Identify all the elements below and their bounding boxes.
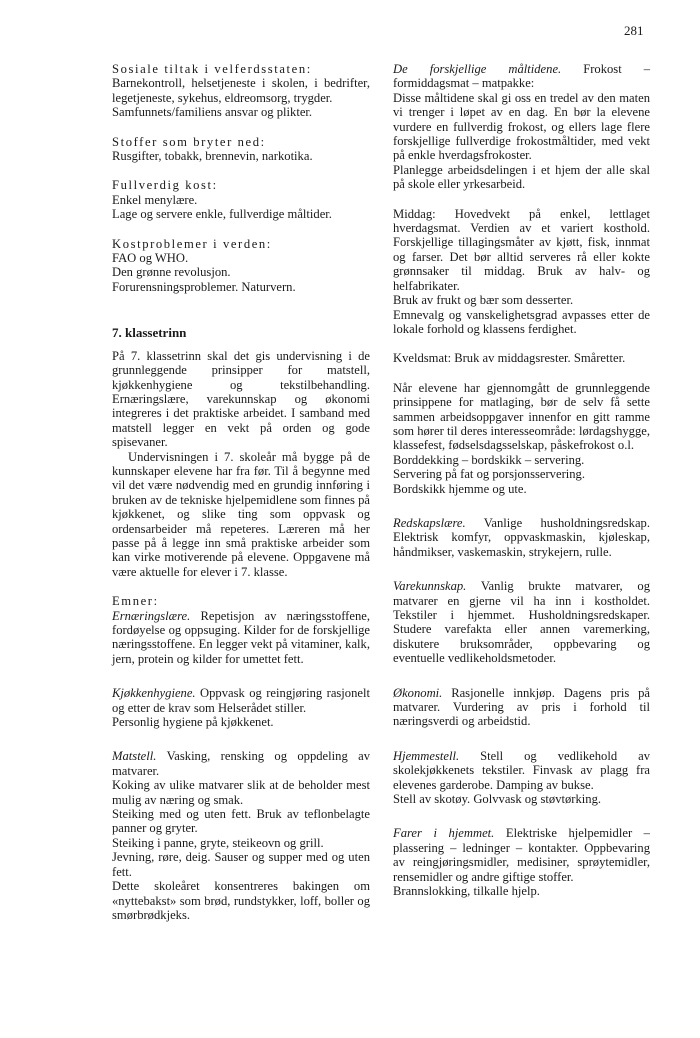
matstell-line: Steiking i panne, gryte, steikeovn og grill. bbox=[112, 835, 324, 850]
redskap-paragraph bbox=[393, 516, 650, 559]
section-farer bbox=[393, 826, 650, 898]
grunn-line: Borddekking – bordskikk – servering. bbox=[393, 452, 585, 467]
grunn-line: Servering på fat og porsjonsservering. bbox=[393, 467, 586, 482]
farer-label: Farer i hjemmet. bbox=[393, 826, 495, 841]
intro-paragraph: På 7. klassetrinn skal det gis undervisning i de grunnleggende prinsipper for matstell, kjøkkenhygiene og tekstilbehandling. Ernæringslære, varekunnskap og økonomi integreres i det praktiske arbeidet. I samband med matstell legger en vekt på orden og gode spisevaner. bbox=[112, 348, 370, 450]
matstell-line: Dette skoleåret konsentreres bakingen om «nyttebakst» som brød, rundstykker, loff, boller og smørbrødkjeks. bbox=[112, 879, 370, 922]
sosiale-line: Samfunnets/familiens ansvar og plikter. bbox=[112, 105, 313, 120]
farer-text: Elektriske hjelpemidler – plassering – ledninger – kontakter. Oppbevaring av reingjøringsmidler, medisiner, sprøytemidler, rensemidler og andre giftige stoffer. bbox=[393, 826, 650, 884]
vare-label: Varekunnskap. bbox=[393, 579, 467, 594]
kost-heading: Fullverdig kost: bbox=[112, 178, 218, 193]
kost-line: Enkel menylære. bbox=[112, 192, 198, 207]
intro-paragraph: Undervisningen i 7. skoleår må bygge på de kunnskaper elevene har fra før. Til å begynne med vil det være nødvendig med en grundig innføring i bruken av de tekniske hjelpemidlene som finnes på kjøkkenet, og slike ting som oppvask og ordensarbeider må repeteres. Læreren må her passe på å legge inn små praktiske arbeider som kan virke motiverende på elevene. Oppgavene må være aktuelle for elever i 7. klasse. bbox=[112, 449, 370, 579]
matstell-line: Steiking med og uten fett. Bruk av teflonbelagte panner og gryter. bbox=[112, 807, 370, 836]
matstell-paragraph bbox=[112, 749, 370, 778]
hjemme-label: Hjemmestell. bbox=[393, 748, 460, 763]
section-stoffer bbox=[112, 135, 370, 164]
right-column bbox=[393, 62, 650, 899]
section-middag bbox=[393, 207, 650, 337]
hjemme-paragraph bbox=[393, 749, 650, 792]
section-kveldsmat bbox=[393, 351, 650, 365]
section-grunnleggende bbox=[393, 381, 650, 496]
hygiene-line: Personlig hygiene på kjøkkenet. bbox=[112, 715, 274, 730]
section-kostproblemer bbox=[112, 237, 370, 295]
redskap-text: Vanlige husholdningsredskap. Elektrisk komfyr, oppvaskmaskin, kjøleskap, håndmikser, vaskemaskin, strykejern, rulle. bbox=[393, 515, 650, 559]
section-fullverdig-kost bbox=[112, 178, 370, 221]
maltider-paragraph bbox=[393, 62, 650, 91]
sosiale-line: Barnekontroll, helsetjeneste i skolen, i bedrifter, legetjeneste, sykehus, eldreomsorg, trygder. bbox=[112, 76, 370, 105]
middag-line: Middag: Hovedvekt på enkel, lettlaget hverdagsmat. Verdien av et variert kosthold. Forskjellige tillagingsmåter av kjøtt, fisk, innmat og farser. Det bør alltid serveres rå eller kokte grønnsaker til middag. Bruk av halv- og helfabrikater. bbox=[393, 206, 650, 293]
maltider-label: De forskjellige måltidene. bbox=[393, 62, 562, 76]
hjemme-text: Stell og vedlikehold av skolekjøkkenets tekstiler. Finvask av plagg fra elevenes garderobe. Damping av bukse. bbox=[393, 748, 650, 792]
hjemme-line: Stell av skotøy. Golvvask og støvtørking. bbox=[393, 792, 602, 807]
kveld-line: Kveldsmat: Bruk av middagsrester. Småretter. bbox=[393, 351, 626, 366]
section-matstell bbox=[112, 749, 370, 922]
matstell-line: Koking av ulike matvarer slik at de beholder mest mulig av næring og smak. bbox=[112, 778, 370, 807]
grunn-line: Når elevene har gjennomgått de grunnleggende prinsippene for matlaging, bør de selv få sette sammen arbeidsoppgaver innenfor en gitt ramme som hører til deres interesseområde: lørdagshygge, klassefest, fødselsdagsselskap, påskefrokost o.l. bbox=[393, 380, 650, 453]
vare-text: Vanlig brukte matvarer, og matvarer en gjerne vil ha inn i kostholdet. Tekstiler i hjemmet. Husholdningsredskaper. Studere varefakta eller annen varemerking, diskutere bruksområder, oppbevaring og eventuelle vedlikeholdsmetoder. bbox=[393, 579, 650, 666]
section-okonomi bbox=[393, 686, 650, 729]
grunn-line: Bordskikk hjemme og ute. bbox=[393, 481, 527, 496]
kostprob-line: Forurensningsproblemer. Naturvern. bbox=[112, 279, 296, 294]
farer-paragraph bbox=[393, 826, 650, 884]
section-maltider bbox=[393, 62, 650, 192]
section-redskapslaere bbox=[393, 516, 650, 559]
ernaering-paragraph bbox=[112, 609, 370, 667]
stoffer-line: Rusgifter, tobakk, brennevin, narkotika. bbox=[112, 149, 313, 164]
kostprob-line: FAO og WHO. bbox=[112, 251, 189, 266]
redskap-label: Redskapslære. bbox=[393, 515, 466, 530]
middag-line: Emnevalg og vanskelighetsgrad avpasses etter de lokale forhold og klassens ferdighet. bbox=[393, 307, 650, 336]
section-hjemmestell bbox=[393, 749, 650, 807]
sosiale-heading: Sosiale tiltak i velferdsstaten: bbox=[112, 62, 312, 76]
stoffer-heading: Stoffer som bryter ned: bbox=[112, 134, 266, 149]
intro bbox=[112, 349, 370, 580]
section-kjokkenhygiene bbox=[112, 686, 370, 729]
okonomi-paragraph bbox=[393, 686, 650, 729]
hygiene-paragraph bbox=[112, 686, 370, 715]
kostprob-line: Den grønne revolusjon. bbox=[112, 265, 231, 280]
kost-line: Lage og servere enkle, fullverdige måltider. bbox=[112, 207, 332, 222]
matstell-line: Jevning, røre, deig. Sauser og supper med og uten fett. bbox=[112, 850, 370, 879]
maltider-line: Planlegge arbeidsdelingen i et hjem der alle skal på skole eller yrkesarbeid. bbox=[393, 162, 650, 192]
kostprob-heading: Kostproblemer i verden: bbox=[112, 236, 272, 251]
section-varekunnskap bbox=[393, 579, 650, 665]
middag-line: Bruk av frukt og bær som desserter. bbox=[393, 293, 574, 308]
farer-line: Brannslokking, tilkalle hjelp. bbox=[393, 884, 540, 899]
ernaering-label: Ernæringslære. bbox=[112, 608, 191, 623]
hygiene-label: Kjøkkenhygiene. bbox=[112, 686, 196, 701]
matstell-label: Matstell. bbox=[112, 749, 157, 764]
vare-paragraph bbox=[393, 579, 650, 665]
section-title: 7. klassetrinn bbox=[112, 325, 187, 341]
section-sosiale-tiltak bbox=[112, 62, 370, 120]
page-number: 281 bbox=[624, 23, 644, 38]
left-column bbox=[112, 62, 370, 922]
maltider-line: Disse måltidene skal gi oss en tredel av den maten vi trenger i løpet av en dag. En bør la elevene vurdere en fullverdig frokost, og ellers lage flere forskjellige fullverdige frokostmåltider, med vekt på enkle hverdagsfrokoster. bbox=[393, 90, 650, 163]
emner-heading: Emner: bbox=[112, 594, 159, 609]
maltider-text: Frokost – formiddagsmat – matpakke: bbox=[393, 62, 650, 91]
ernaering-text: Repetisjon av næringsstoffene, fordøyelse og oppsuging. Kilder for de forskjellige næringsstoffene. En legger vekt på vitaminer, kalk, jern, protein og kilder for umettet fett. bbox=[112, 608, 370, 666]
hygiene-text: Oppvask og reingjøring rasjonelt og etter de krav som Helserådet stiller. bbox=[112, 686, 370, 715]
section-emner bbox=[112, 594, 370, 666]
okonomi-label: Økonomi. bbox=[393, 685, 443, 700]
okonomi-text: Rasjonelle innkjøp. Dagens pris på matvarer. Vurdering av pris i forhold til næringsverdi og arbeidstid. bbox=[393, 685, 650, 729]
matstell-text: Vasking, rensking og oppdeling av matvarer. bbox=[112, 749, 370, 778]
